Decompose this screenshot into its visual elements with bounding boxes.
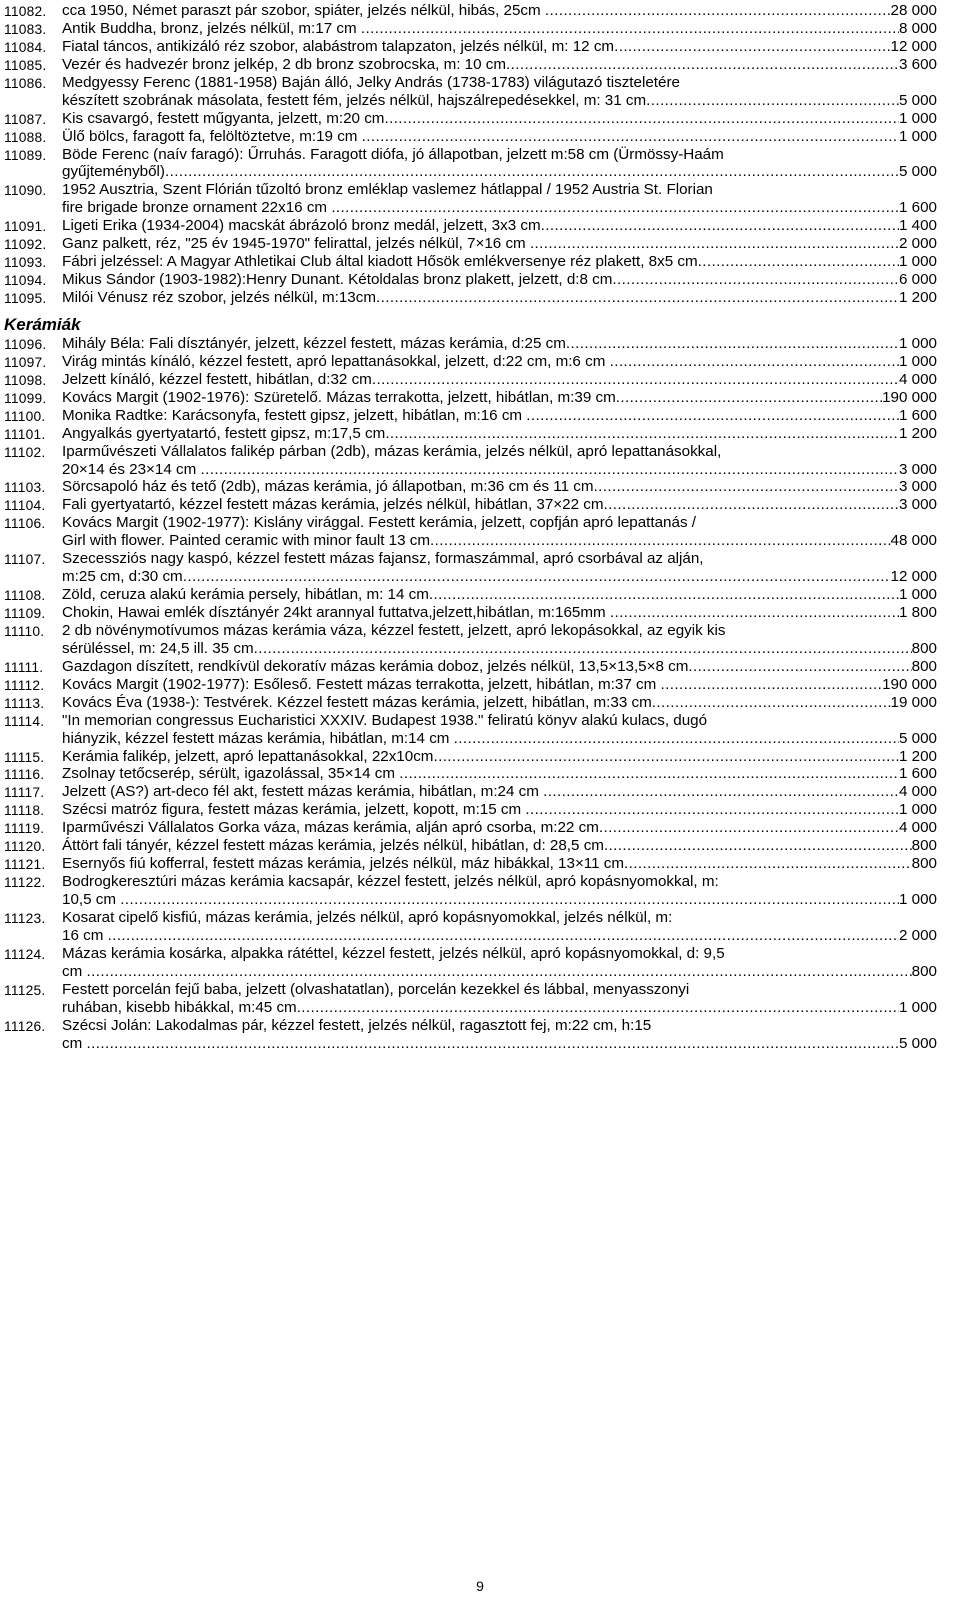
lot-number: 11108. xyxy=(4,588,46,604)
catalog-entry xyxy=(0,694,960,712)
catalog-entry xyxy=(0,20,960,38)
catalog-entry xyxy=(0,56,960,74)
lot-number: 11103. xyxy=(4,480,46,496)
dot-leader xyxy=(183,568,891,586)
dot-leader xyxy=(384,110,899,128)
catalog-section xyxy=(0,2,960,307)
lot-number: 11083. xyxy=(4,21,47,37)
lot-description-text: Kis csavargó, festett műgyanta, jelzett, m:20 cm xyxy=(62,109,385,127)
catalog-entry xyxy=(0,765,960,783)
lot-description-line: Böde Ferenc (naív faragó): Űrruhás. Faragott diófa, jó állapotban, jelzett m:58 cm (Ürmössy-Haám xyxy=(62,145,724,163)
lot-price: 1 000 xyxy=(898,334,937,352)
catalog-entry xyxy=(0,837,960,855)
dot-leader xyxy=(526,407,899,425)
lot-price: 5 000 xyxy=(898,729,937,747)
dot-leader xyxy=(86,1035,899,1053)
lot-price: 1 600 xyxy=(898,765,937,783)
lot-description-line: "In memorian congressus Eucharistici XXXIV. Budapest 1938." feliratú könyv alakú kulacs, dugó xyxy=(62,711,708,729)
lot-description-final-line xyxy=(62,730,937,748)
lot-description-text: Mihály Béla: Fali dísztányér, jelzett, kézzel festett, mázas kerámia, d:25 cm xyxy=(62,334,566,352)
lot-description-final-line xyxy=(62,271,937,289)
lot-description-final-line xyxy=(62,2,937,20)
lot-price: 1 000 xyxy=(898,109,937,127)
lot-price: 1 600 xyxy=(898,199,937,217)
lot-description-final-line xyxy=(62,532,937,550)
lot-number: 11112. xyxy=(4,677,45,693)
dot-leader xyxy=(86,963,911,981)
lot-description-line: Festett porcelán fejű baba, jelzett (olvashatatlan), porcelán kezekkel és lábbal, menyasszonyi xyxy=(62,980,690,998)
catalog-entry xyxy=(0,819,960,837)
lot-description-text: Monika Radtke: Karácsonyfa, festett gipsz, jelzett, hibátlan, m:16 cm xyxy=(62,406,527,424)
lot-price: 1 000 xyxy=(898,586,937,604)
lot-description-line: Szécsi Jolán: Lakodalmas pár, kézzel festett, jelzés nélkül, ragasztott fej, m:22 cm, h:15 xyxy=(62,1016,652,1034)
lot-price: 5 000 xyxy=(898,163,937,181)
lot-price: 1 000 xyxy=(898,891,937,909)
lot-description-line: 2 db növénymotívumos mázas kerámia váza, kézzel festett, jelzett, apró lekopásokkal, az egyik kis xyxy=(62,621,726,639)
lot-description-text: Fábri jelzéssel: A Magyar Athletikai Club által kiadott Hősök emlékversenye réz plakett, 8x5 cm xyxy=(62,253,698,271)
lot-description-final-line xyxy=(62,335,937,353)
catalog-entry xyxy=(0,271,960,289)
lot-description-final-line xyxy=(62,199,937,217)
lot-price: 1 000 xyxy=(898,253,937,271)
lot-number: 11089. xyxy=(4,147,47,163)
lot-description-final-line xyxy=(62,640,937,658)
page-number: 9 xyxy=(476,1578,484,1594)
lot-description-final-line xyxy=(62,855,937,873)
lot-description-final-line xyxy=(62,837,937,855)
section-title: Kerámiák xyxy=(4,314,81,334)
lot-number: 11098. xyxy=(4,372,47,388)
dot-leader xyxy=(454,730,899,748)
lot-price: 190 000 xyxy=(882,675,937,693)
lot-description-line: Medgyessy Ferenc (1881-1958) Baján álló, Jelky András (1738-1783) világutazó tiszteletére xyxy=(62,73,680,91)
lot-description-text: cm xyxy=(62,1034,87,1052)
lot-description-final-line xyxy=(62,676,937,694)
lot-description-final-line xyxy=(62,478,937,496)
lot-description-final-line xyxy=(62,371,937,389)
lot-description-final-line xyxy=(62,819,937,837)
dot-leader xyxy=(297,999,899,1017)
lot-description-text: Mikus Sándor (1903-1982):Henry Dunant. Kétoldalas bronz plakett, jelzett, d:8 cm xyxy=(62,271,613,289)
lot-number: 11088. xyxy=(4,129,47,145)
lot-description-line: Kovács Margit (1902-1977): Kislány virággal. Festett kerámia, jelzett, copfján apró lepattanás / xyxy=(62,514,696,532)
dot-leader xyxy=(385,425,899,443)
lot-description-text: Szécsi matróz figura, festett mázas kerámia, jelzett, kopott, m:15 cm xyxy=(62,801,526,819)
lot-description-final-line xyxy=(62,694,937,712)
dot-leader xyxy=(165,163,899,181)
catalog-entry xyxy=(0,425,960,443)
lot-description-text: cca 1950, Német paraszt pár szobor, spiáter, jelzés nélkül, hibás, 25cm xyxy=(62,2,545,19)
lot-number: 11126. xyxy=(4,1018,46,1034)
dot-leader xyxy=(604,496,899,514)
lot-description-text: készített szobrának másolata, festett fém, jelzés nélkül, hajszálrepedésekkel, m: 31 cm xyxy=(62,91,647,109)
lot-price: 1 000 xyxy=(898,352,937,370)
lot-description-final-line xyxy=(62,748,937,766)
lot-description-text: Sörcsapoló ház és tető (2db), mázas kerámia, jó állapotban, m:36 cm és 11 cm xyxy=(62,478,594,496)
lot-description-line: Szecessziós nagy kaspó, kézzel festett mázas fajansz, formaszámmal, apró csorbával az alján, xyxy=(62,550,704,568)
lot-description-final-line xyxy=(62,235,937,253)
dot-leader xyxy=(652,694,891,712)
lot-description-line: Bodrogkeresztúri mázas kerámia kacsapár, kézzel festett, jelzés nélkül, apró kopásnyomokkal, m: xyxy=(62,873,719,891)
dot-leader xyxy=(610,353,899,371)
lot-number: 11107. xyxy=(4,552,46,568)
lot-description-text: Ülő bölcs, faragott fa, felöltöztetve, m:19 cm xyxy=(62,127,362,145)
catalog-entry xyxy=(0,712,960,748)
lot-number: 11120. xyxy=(4,839,46,855)
lot-description-text: Chokin, Hawai emlék dísztányér 24kt arannyal futtatva,jelzett,hibátlan, m:165mm xyxy=(62,604,610,622)
lot-price: 3 000 xyxy=(898,496,937,514)
catalog-entry xyxy=(0,38,960,56)
catalog-entry xyxy=(0,801,960,819)
lot-description-text: Kovács Éva (1938-): Testvérek. Kézzel festett mázas kerámia, jelzett, hibátlan, m:33 cm xyxy=(62,693,652,711)
lot-description-text: Girl with flower. Painted ceramic with minor fault 13 cm xyxy=(62,532,430,550)
lot-description-line: 1952 Ausztria, Szent Flórián tűzoltó bronz emléklap vaslemez hátlappal / 1952 Austria St. Florian xyxy=(62,181,713,199)
lot-number: 11085. xyxy=(4,57,47,73)
lot-description-final-line xyxy=(62,163,937,181)
dot-leader xyxy=(604,837,912,855)
lot-description-text: Kovács Margit (1902-1977): Esőleső. Festett mázas terrakotta, jelzett, hibátlan, m:37 cm xyxy=(62,675,661,693)
lot-number: 11119. xyxy=(4,821,45,837)
lot-number: 11084. xyxy=(4,39,47,55)
dot-leader xyxy=(545,2,891,20)
catalog-entry xyxy=(0,74,960,110)
dot-leader xyxy=(612,271,899,289)
lot-price: 1 000 xyxy=(898,127,937,145)
lot-price: 4 000 xyxy=(898,783,937,801)
lot-description-final-line xyxy=(62,604,937,622)
lot-description-text: Ganz palkett, réz, "25 év 1945-1970" felirattal, jelzés nélkül, 7×16 cm xyxy=(62,235,530,253)
lot-number: 11097. xyxy=(4,354,47,370)
lot-description-text: Kovács Margit (1902-1976): Szüretelő. Mázas terrakotta, jelzett, hibátlan, m:39 cm xyxy=(62,388,616,406)
catalog-entry xyxy=(0,909,960,945)
catalog-entry xyxy=(0,748,960,766)
lot-description-final-line xyxy=(62,92,937,110)
lot-number: 11123. xyxy=(4,910,46,926)
lot-description-text: 16 cm xyxy=(62,926,108,944)
catalog-entry xyxy=(0,443,960,479)
dot-leader xyxy=(594,478,899,496)
lot-number: 11091. xyxy=(4,219,47,235)
dot-leader xyxy=(599,819,899,837)
lot-number: 11125. xyxy=(4,982,46,998)
lot-description-text: Jelzett kínáló, kézzel festett, hibátlan, d:32 cm xyxy=(62,370,372,388)
lot-price: 800 xyxy=(911,855,937,873)
catalog-entry xyxy=(0,146,960,182)
catalog-page xyxy=(0,2,960,1052)
lot-price: 1 800 xyxy=(898,604,937,622)
lot-number: 11122. xyxy=(4,875,46,891)
lot-price: 1 200 xyxy=(898,747,937,765)
catalog-entry xyxy=(0,253,960,271)
dot-leader xyxy=(506,56,899,74)
dot-leader xyxy=(254,640,912,658)
lot-price: 3 000 xyxy=(898,460,937,478)
lot-description-line: Mázas kerámia kosárka, alpakka rátéttel, kézzel festett, jelzés nélkül, apró kopásnyomokkal, d: 9,5 xyxy=(62,944,725,962)
lot-number: 11117. xyxy=(4,785,45,801)
lot-number: 11113. xyxy=(4,695,45,711)
lot-number: 11110. xyxy=(4,623,45,639)
lot-description-final-line xyxy=(62,56,937,74)
dot-leader xyxy=(566,335,899,353)
catalog-entry xyxy=(0,181,960,217)
catalog-entry xyxy=(0,945,960,981)
catalog-entry xyxy=(0,353,960,371)
lot-description-final-line xyxy=(62,496,937,514)
dot-leader xyxy=(530,235,899,253)
lot-number: 11116. xyxy=(4,767,45,783)
dot-leader xyxy=(698,253,899,271)
lot-number: 11093. xyxy=(4,255,47,271)
lot-number: 11102. xyxy=(4,444,46,460)
lot-description-text: Esernyős fiú kofferral, festett mázas kerámia, jelzés nélkül, máz hibákkal, 13×11 cm xyxy=(62,855,625,873)
lot-price: 28 000 xyxy=(890,2,937,19)
lot-description-final-line xyxy=(62,20,937,38)
dot-leader xyxy=(361,20,899,38)
catalog-entry xyxy=(0,389,960,407)
lot-description-final-line xyxy=(62,461,937,479)
lot-price: 3 000 xyxy=(898,478,937,496)
catalog-entry xyxy=(0,289,960,307)
dot-leader xyxy=(399,765,899,783)
lot-description-final-line xyxy=(62,999,937,1017)
dot-leader xyxy=(200,461,899,479)
dot-leader xyxy=(541,217,899,235)
lot-price: 12 000 xyxy=(890,568,937,586)
dot-leader xyxy=(430,532,891,550)
catalog-entry xyxy=(0,478,960,496)
lot-description-final-line xyxy=(62,801,937,819)
lot-description-final-line xyxy=(62,407,937,425)
lot-description-text: Milói Vénusz réz szobor, jelzés nélkül, m:13cm xyxy=(62,289,376,306)
lot-price: 1 000 xyxy=(898,998,937,1016)
lot-price: 12 000 xyxy=(890,37,937,55)
lot-number: 11109. xyxy=(4,606,46,622)
lot-description-text: sérüléssel, m: 24,5 ill. 35 cm xyxy=(62,639,254,657)
dot-leader xyxy=(610,604,899,622)
dot-leader xyxy=(376,289,899,307)
dot-leader xyxy=(372,371,899,389)
dot-leader xyxy=(616,389,882,407)
dot-leader xyxy=(646,92,899,110)
lot-description-text: Ligeti Erika (1934-2004) macskát ábrázoló bronz medál, jelzett, 3x3 cm xyxy=(62,217,541,235)
lot-description-final-line xyxy=(62,110,937,128)
lot-price: 190 000 xyxy=(882,388,937,406)
catalog-entry xyxy=(0,2,960,20)
lot-price: 2 000 xyxy=(898,235,937,253)
catalog-entry xyxy=(0,371,960,389)
lot-number: 11124. xyxy=(4,946,46,962)
catalog-entry xyxy=(0,110,960,128)
lot-price: 5 000 xyxy=(898,91,937,109)
dot-leader xyxy=(362,128,899,146)
lot-price: 800 xyxy=(911,837,937,855)
lot-description-text: Fiatal táncos, antikizáló réz szobor, alabástrom talapzaton, jelzés nélkül, m: 12 cm xyxy=(62,37,615,55)
lot-description-text: Zöld, ceruza alakú kerámia persely, hibátlan, m: 14 cm xyxy=(62,586,429,604)
lot-price: 19 000 xyxy=(890,693,937,711)
lot-number: 11111. xyxy=(4,659,44,675)
lot-number: 11090. xyxy=(4,183,47,199)
dot-leader xyxy=(120,891,899,909)
lot-number: 11099. xyxy=(4,390,47,406)
lot-description-final-line xyxy=(62,891,937,909)
lot-price: 2 000 xyxy=(898,926,937,944)
lot-description-line: Kosarat cipelő kisfiú, mázas kerámia, jelzés nélkül, apró kopásnyomokkal, jelzés nélkül, m: xyxy=(62,908,673,926)
catalog-entry xyxy=(0,622,960,658)
dot-leader xyxy=(429,586,899,604)
dot-leader xyxy=(331,199,899,217)
lot-description-final-line xyxy=(62,783,937,801)
lot-description-final-line xyxy=(62,217,937,235)
lot-number: 11086. xyxy=(4,75,47,91)
catalog-entry xyxy=(0,586,960,604)
catalog-entry xyxy=(0,658,960,676)
catalog-entry xyxy=(0,981,960,1017)
lot-description-text: cm xyxy=(62,962,87,980)
lot-price: 5 000 xyxy=(898,1034,937,1052)
lot-description-text: Áttört fali tányér, kézzel festett mázas kerámia, jelzés nélkül, hibátlan, d: 28,5 cm xyxy=(62,837,604,855)
lot-description-final-line xyxy=(62,927,937,945)
catalog-entry xyxy=(0,676,960,694)
lot-description-text: hiányzik, kézzel festett mázas kerámia, hibátlan, m:14 cm xyxy=(62,729,454,747)
catalog-entry xyxy=(0,514,960,550)
lot-number: 11121. xyxy=(4,857,46,873)
lot-description-final-line xyxy=(62,425,937,443)
lot-number: 11094. xyxy=(4,273,47,289)
lot-price: 1 600 xyxy=(898,406,937,424)
lot-number: 11095. xyxy=(4,291,47,306)
lot-description-text: fire brigade bronze ornament 22x16 cm xyxy=(62,199,332,217)
lot-description-text: ruhában, kisebb hibákkal, m:45 cm xyxy=(62,998,297,1016)
lot-description-text: Jelzett (AS?) art-deco fél akt, festett mázas kerámia, hibátlan, m:24 cm xyxy=(62,783,544,801)
catalog-entry xyxy=(0,407,960,425)
lot-number: 11082. xyxy=(4,4,47,19)
lot-description-final-line xyxy=(62,38,937,56)
lot-price: 4 000 xyxy=(898,819,937,837)
lot-description-text: Virág mintás kínáló, kézzel festett, apró lepattanásokkal, jelzett, d:22 cm, m:6 cm xyxy=(62,352,610,370)
lot-description-text: Antik Buddha, bronz, jelzés nélkül, m:17 cm xyxy=(62,19,361,37)
catalog-entry xyxy=(0,496,960,514)
lot-description-text: gyűjteményből) xyxy=(62,163,165,181)
lot-description-text: Kerámia falikép, jelzett, apró lepattanásokkal, 22x10cm xyxy=(62,747,434,765)
lot-number: 11118. xyxy=(4,803,45,819)
lot-price: 1 200 xyxy=(898,424,937,442)
lot-description-final-line xyxy=(62,658,937,676)
dot-leader xyxy=(525,801,899,819)
lot-description-text: Fali gyertyatartó, kézzel festett mázas kerámia, jelzés nélkül, hibátlan, 37×22 cm xyxy=(62,496,604,514)
lot-description-line: Iparművészeti Vállalatos falikép párban (2db), mázas kerámia, jelzés nélkül, apró lepattanásokkal, xyxy=(62,442,722,460)
lot-description-text: Iparművészi Vállalatos Gorka váza, mázas kerámia, alján apró csorba, m:22 cm xyxy=(62,819,599,837)
lot-price: 6 000 xyxy=(898,271,937,289)
lot-description-final-line xyxy=(62,586,937,604)
lot-number: 11092. xyxy=(4,237,47,253)
catalog-section xyxy=(0,315,960,1053)
lot-number: 11101. xyxy=(4,426,46,442)
catalog-entry xyxy=(0,217,960,235)
lot-number: 11087. xyxy=(4,111,47,127)
catalog-entry xyxy=(0,128,960,146)
lot-price: 1 000 xyxy=(898,801,937,819)
lot-price: 1 400 xyxy=(898,217,937,235)
lot-number: 11106. xyxy=(4,516,46,532)
catalog-entry xyxy=(0,873,960,909)
lot-price: 4 000 xyxy=(898,370,937,388)
catalog-entry xyxy=(0,1017,960,1053)
lot-description-final-line xyxy=(62,128,937,146)
lot-description-final-line xyxy=(62,289,937,307)
lot-number: 11104. xyxy=(4,498,46,514)
lot-price: 48 000 xyxy=(890,532,937,550)
lot-description-text: 20×14 és 23×14 cm xyxy=(62,460,201,478)
dot-leader xyxy=(433,748,899,766)
lot-description-final-line xyxy=(62,765,937,783)
dot-leader xyxy=(614,38,890,56)
lot-price: 3 600 xyxy=(898,55,937,73)
dot-leader xyxy=(688,658,911,676)
lot-description-text: Zsolnay tetőcserép, sérült, igazolással, 35×14 cm xyxy=(62,765,400,783)
lot-price: 800 xyxy=(911,639,937,657)
lot-price: 800 xyxy=(911,962,937,980)
dot-leader xyxy=(660,676,882,694)
lot-price: 8 000 xyxy=(898,19,937,37)
dot-leader xyxy=(624,855,912,873)
catalog-entry xyxy=(0,604,960,622)
lot-description-text: Gazdagon díszített, rendkívül dekoratív mázas kerámia doboz, jelzés nélkül, 13,5×13,5×8 cm xyxy=(62,657,689,675)
lot-description-final-line xyxy=(62,568,937,586)
lot-description-text: 10,5 cm xyxy=(62,891,121,909)
lot-description-text: Vezér és hadvezér bronz jelkép, 2 db bronz szobrocska, m: 10 cm xyxy=(62,55,507,73)
lot-price: 800 xyxy=(911,657,937,675)
lot-description-final-line xyxy=(62,253,937,271)
dot-leader xyxy=(543,783,899,801)
lot-description-final-line xyxy=(62,353,937,371)
dot-leader xyxy=(108,927,899,945)
lot-price: 1 200 xyxy=(898,289,937,306)
lot-description-text: Angyalkás gyertyatartó, festett gipsz, m:17,5 cm xyxy=(62,424,386,442)
lot-number: 11115. xyxy=(4,749,45,765)
catalog-entry xyxy=(0,855,960,873)
lot-number: 11096. xyxy=(4,336,47,352)
lot-description-text: m:25 cm, d:30 cm xyxy=(62,568,183,586)
lot-number: 11114. xyxy=(4,713,45,729)
catalog-entry xyxy=(0,335,960,353)
catalog-entry xyxy=(0,235,960,253)
lot-description-final-line xyxy=(62,1035,937,1053)
catalog-entry xyxy=(0,783,960,801)
catalog-entry xyxy=(0,550,960,586)
lot-description-final-line xyxy=(62,389,937,407)
lot-number: 11100. xyxy=(4,408,46,424)
lot-description-final-line xyxy=(62,963,937,981)
